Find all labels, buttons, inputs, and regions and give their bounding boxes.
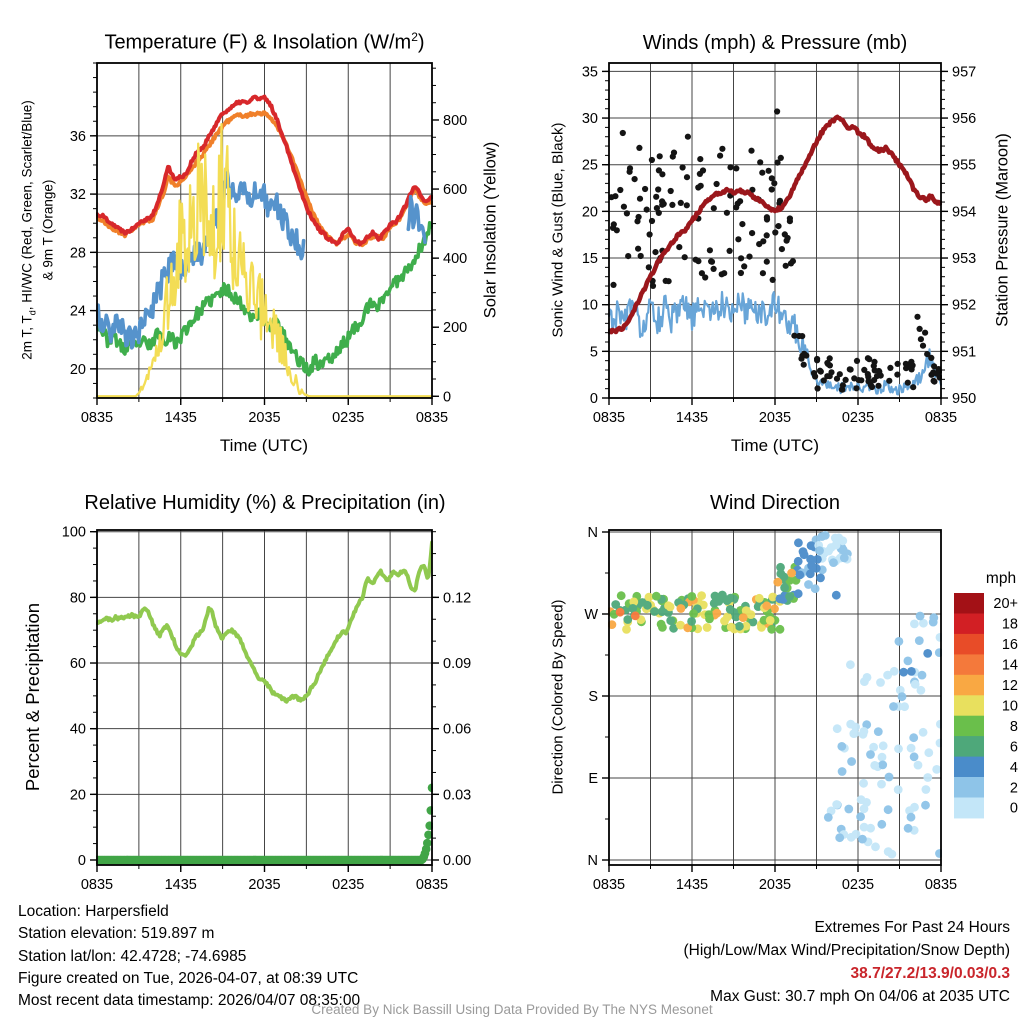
svg-text:0835: 0835 <box>80 410 114 426</box>
svg-text:0835: 0835 <box>592 410 626 426</box>
svg-text:2: 2 <box>1009 780 1018 797</box>
speed-color-legend <box>954 570 1018 818</box>
temp-x-axis-label: Time (UTC) <box>219 436 309 455</box>
svg-text:0: 0 <box>443 389 452 406</box>
svg-text:10: 10 <box>581 297 598 314</box>
svg-text:0835: 0835 <box>924 410 958 426</box>
wind-right-axis-label: Station Pressure (Maroon) <box>993 133 1012 327</box>
svg-text:10: 10 <box>1001 698 1018 715</box>
svg-text:20: 20 <box>69 361 86 378</box>
svg-text:24: 24 <box>69 303 86 320</box>
extremes-values: 38.7/27.2/13.9/0.03/0.3 <box>850 965 1010 982</box>
extremes-heading: Extremes For Past 24 Hours <box>814 919 1010 936</box>
svg-text:18: 18 <box>1001 616 1018 633</box>
svg-text:80: 80 <box>69 590 86 607</box>
svg-text:0235: 0235 <box>332 410 365 426</box>
svg-text:2035: 2035 <box>758 410 792 426</box>
svg-text:953: 953 <box>952 251 977 268</box>
svg-text:0835: 0835 <box>80 877 114 893</box>
credit-footer: Created By Nick Bassill Using Data Provided By The NYS Mesonet <box>311 1002 713 1017</box>
svg-text:0.12: 0.12 <box>443 590 472 607</box>
svg-text:14: 14 <box>1001 657 1018 674</box>
svg-text:0235: 0235 <box>841 410 875 426</box>
extremes-block <box>684 916 1011 1008</box>
wind-chart-title: Winds (mph) & Pressure (mb) <box>642 32 908 54</box>
svg-text:16: 16 <box>1001 637 1018 654</box>
svg-text:N: N <box>587 853 598 869</box>
svg-text:5: 5 <box>589 344 598 361</box>
svg-text:30: 30 <box>581 111 598 128</box>
svg-text:6: 6 <box>1009 739 1018 756</box>
svg-text:32: 32 <box>69 187 86 204</box>
temp-chart-title: Temperature (F) & Insolation $(W/m^2)$ <box>104 30 425 54</box>
svg-text:0: 0 <box>589 391 598 407</box>
station-latlon: Station lat/lon: 42.4728; -74.6985 <box>18 947 247 965</box>
temp-right-axis-label: Solar Insolation (Yellow) <box>481 141 500 319</box>
dir-left-axis-label: Direction (Colored By Speed) <box>549 599 567 795</box>
svg-text:951: 951 <box>952 344 977 361</box>
temp-left-axis-label: 2m T, $T_d$, HI/WC (Red, Green, Scarlet/Blue) & 9m T (Orange) <box>19 100 56 360</box>
svg-text:0835: 0835 <box>415 877 449 893</box>
svg-text:W: W <box>584 607 598 623</box>
svg-text:2035: 2035 <box>248 410 281 426</box>
svg-text:200: 200 <box>443 320 468 337</box>
svg-text:N: N <box>587 525 598 541</box>
svg-text:956: 956 <box>952 111 977 128</box>
svg-text:20: 20 <box>69 787 86 804</box>
svg-text:0.03: 0.03 <box>443 787 472 804</box>
svg-text:36: 36 <box>69 128 86 145</box>
svg-text:1435: 1435 <box>675 410 709 426</box>
svg-text:600: 600 <box>443 182 468 199</box>
svg-text:957: 957 <box>952 64 977 81</box>
svg-text:mph: mph <box>985 570 1017 587</box>
svg-text:40: 40 <box>69 721 86 738</box>
station-location: Location: Harpersfield <box>18 903 169 920</box>
svg-text:100: 100 <box>61 524 86 541</box>
wind-left-axis-label: Sonic Wind & Gust (Blue, Black) <box>549 122 567 338</box>
rh-left-axis-label: Percent & Precipitation <box>22 602 43 792</box>
svg-text:955: 955 <box>952 157 977 174</box>
svg-text:60: 60 <box>69 656 86 673</box>
svg-text:0235: 0235 <box>841 877 875 893</box>
extremes-subheading: (High/Low/Max Wind/Precipitation/Snow Depth) <box>683 942 1010 959</box>
svg-text:2035: 2035 <box>248 877 281 893</box>
svg-text:28: 28 <box>69 245 86 262</box>
svg-text:950: 950 <box>952 391 977 407</box>
dir-chart-title: Wind Direction <box>709 492 841 514</box>
figure-created: Figure created on Tue, 2026-04-07, at 08:39 UTC <box>18 969 359 987</box>
svg-text:954: 954 <box>952 204 977 221</box>
svg-text:0835: 0835 <box>415 410 449 426</box>
svg-text:800: 800 <box>443 112 468 129</box>
svg-text:0.00: 0.00 <box>443 853 472 869</box>
svg-text:15: 15 <box>581 251 598 268</box>
svg-text:12: 12 <box>1001 678 1018 694</box>
svg-text:35: 35 <box>581 64 598 81</box>
svg-text:2035: 2035 <box>758 877 792 893</box>
svg-text:952: 952 <box>952 297 977 314</box>
svg-text:0235: 0235 <box>332 877 365 893</box>
max-gust: Max Gust: 30.7 mph On 04/06 at 2035 UTC <box>710 988 1010 1005</box>
svg-text:0.09: 0.09 <box>443 656 472 673</box>
wind-x-axis-label: Time (UTC) <box>730 436 820 455</box>
station-info <box>18 901 360 1012</box>
svg-text:S: S <box>588 689 598 705</box>
wind-axes <box>582 63 976 426</box>
svg-text:20: 20 <box>581 204 598 221</box>
svg-text:0.06: 0.06 <box>443 721 472 738</box>
svg-text:400: 400 <box>443 251 468 268</box>
svg-text:1435: 1435 <box>675 877 709 893</box>
data-timestamp: Most recent data timestamp: 2026/04/07 08:35:00 <box>18 992 361 1010</box>
rh-chart-title: Relative Humidity (%) & Precipitation (in) <box>84 492 446 514</box>
svg-text:0835: 0835 <box>924 877 958 893</box>
svg-text:4: 4 <box>1009 759 1018 776</box>
svg-text:0: 0 <box>1009 800 1018 817</box>
svg-text:0: 0 <box>77 853 86 869</box>
svg-text:1435: 1435 <box>164 877 197 893</box>
rh-grid <box>97 530 432 865</box>
svg-text:25: 25 <box>581 157 598 174</box>
svg-text:20+: 20+ <box>993 596 1018 613</box>
svg-text:1435: 1435 <box>164 410 197 426</box>
station-elevation: Station elevation: 519.897 m <box>18 925 215 943</box>
svg-text:8: 8 <box>1009 718 1018 735</box>
svg-text:0835: 0835 <box>592 877 626 893</box>
svg-text:E: E <box>588 771 598 787</box>
